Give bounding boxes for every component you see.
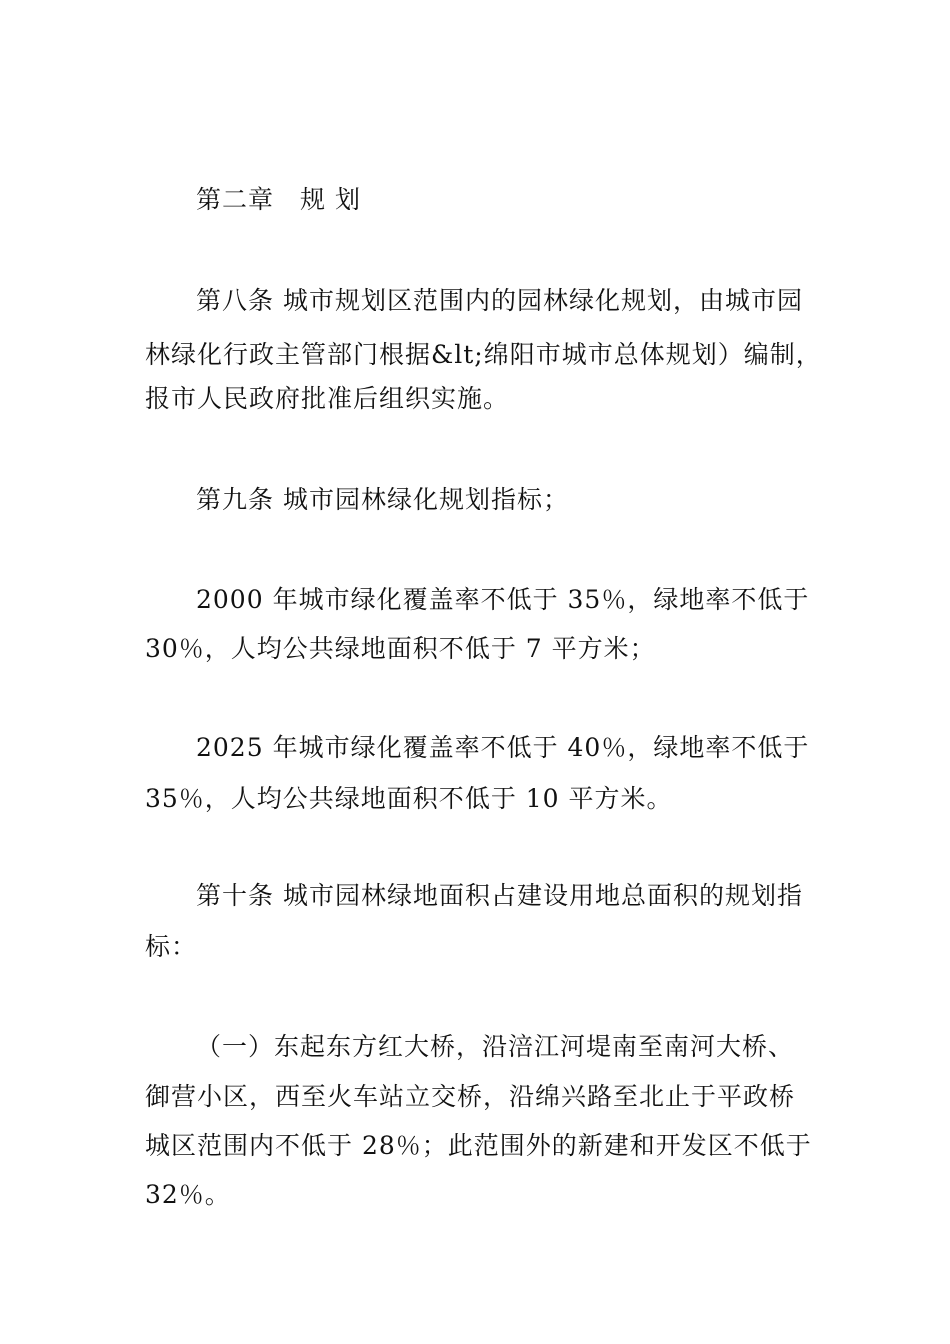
target-2025-line-1: 2025 年城市绿化覆盖率不低于 40％，绿地率不低于 — [196, 733, 810, 762]
article-9-line-1: 第九条 城市园林绿化规划指标； — [196, 485, 569, 514]
article-8-line-3: 报市人民政府批准后组织实施。 — [145, 384, 510, 413]
item-1-line-4: 32％。 — [145, 1180, 231, 1209]
item-1-line-3: 城区范围内不低于 28％；此范围外的新建和开发区不低于 — [145, 1131, 812, 1160]
article-10-line-2: 标： — [145, 932, 198, 961]
target-2025-line-2: 35％，人均公共绿地面积不低于 10 平方米。 — [145, 784, 673, 813]
item-1-line-1: （一）东起东方红大桥，沿涪江河堤南至南河大桥、 — [196, 1032, 795, 1061]
article-8-line-1: 第八条 城市规划区范围内的园林绿化规划，由城市园 — [196, 286, 803, 315]
item-1-line-2: 御营小区，西至火车站立交桥，沿绵兴路至北止于平政桥 — [145, 1082, 796, 1111]
article-8-line-2: 林绿化行政主管部门根据&lt;绵阳市城市总体规划）编制， — [145, 340, 822, 369]
target-2000-line-2: 30％，人均公共绿地面积不低于 7 平方米； — [145, 634, 656, 663]
article-10-line-1: 第十条 城市园林绿地面积占建设用地总面积的规划指 — [196, 881, 803, 910]
target-2000-line-1: 2000 年城市绿化覆盖率不低于 35％，绿地率不低于 — [196, 585, 810, 614]
chapter-heading: 第二章 规 划 — [196, 185, 361, 214]
